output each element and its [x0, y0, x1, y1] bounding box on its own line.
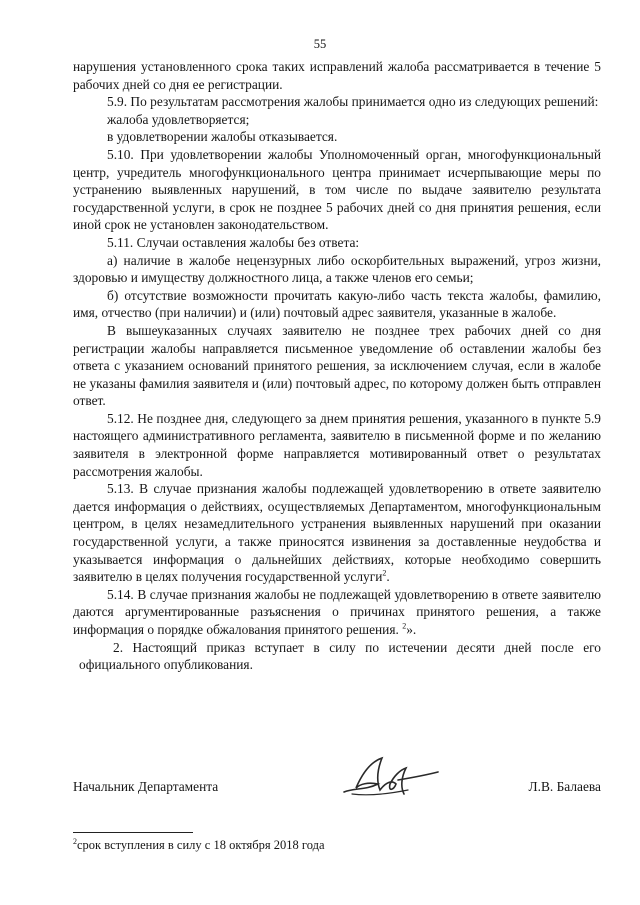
- footnote-ref: 2: [382, 568, 387, 578]
- decision-option-refused: в удовлетворении жалобы отказывается.: [107, 129, 338, 145]
- paragraph-5-13: [73, 480, 601, 586]
- paragraph-5-13-text: 5.13. В случае признания жалобы подлежащей удовлетворению в ответе заявителю дается информация о действиях, осуществляемых Департаментом, многофункциональным центром, в целях незамедлительного устранения выявленных нарушений при оказании государственной услуги, а также приносятся извинения за доставленные неудобства и указывается информация о дальнейших действиях, которые необходимо совершить заявителю в целях получения государственной услуги: [73, 481, 601, 585]
- paragraph-5-11: 5.11. Случаи оставления жалобы без ответа:: [107, 234, 360, 250]
- paragraph-continuation: нарушения установленного срока таких исправлений жалоба рассматривается в течение 5 рабочих дней со дня ее регистрации.: [73, 59, 601, 92]
- footnote-mark: 2: [73, 836, 77, 846]
- handwritten-signature: [338, 754, 448, 800]
- footnote: [73, 838, 325, 853]
- decision-option-granted: жалоба удовлетворяется;: [107, 111, 250, 127]
- paragraph-5-13-end: .: [386, 569, 390, 585]
- page-number: 55: [313, 37, 327, 51]
- footnote-text: срок вступления в силу с 18 октября 2018 года: [77, 838, 325, 852]
- paragraph-5-11-a: а) наличие в жалобе нецензурных либо оскорбительных выражений, угроз жизни, здоровью и имуществу должностного лица, а также членов его семьи;: [73, 252, 601, 286]
- paragraph-5-10: 5.10. При удовлетворении жалобы Уполномоченный орган, многофункциональный центр, учредитель многофункционального центра принимает исчерпывающие меры по устранению выявленных нарушений, в том числе по выдаче заявителю результата государственной услуги, в срок не позднее 5 рабочих дней со дня принятия решения, если иной срок не установлен законодательством.: [73, 146, 601, 233]
- paragraph-5-14-text: 5.14. В случае признания жалобы не подлежащей удовлетворению в ответе заявителю даются аргументированные разъяснения о причинах принятого решения, а также информация о порядке обжалования принятого решения.: [73, 586, 601, 637]
- signatory-title: Начальник Департамента: [73, 779, 219, 794]
- paragraph-5-12: 5.12. Не позднее дня, следующего за днем принятия решения, указанного в пункте 5.9 настоящего административного регламента, заявителю в письменной форме и по желанию заявителя в электронной форме направляется мотивированный ответ о результатах рассмотрения жалобы.: [73, 410, 601, 479]
- footnote-ref: 2: [402, 621, 407, 631]
- paragraph-order-2: 2. Настоящий приказ вступает в силу по истечении десяти дней после его официального опубликования.: [79, 639, 601, 673]
- paragraph-5-9: 5.9. По результатам рассмотрения жалобы принимается одно из следующих решений:: [107, 94, 599, 110]
- paragraph-no-answer-notice: В вышеуказанных случаях заявителю не позднее трех рабочих дней со дня регистрации жалобы направляется письменное уведомление об оставлении жалобы без ответа с указанием оснований принятого решения, за исключением случая, если в жалобе не указаны фамилия заявителя и (или) почтовый адрес, по которому должен быть отправлен ответ.: [73, 322, 601, 409]
- signatory-name: Л.В. Балаева: [528, 779, 601, 794]
- footnote-separator: [73, 832, 193, 833]
- document-body: [73, 58, 601, 674]
- paragraph-5-14-end: ».: [406, 622, 417, 637]
- paragraph-5-11-b: б) отсутствие возможности прочитать какую-либо часть текста жалобы, фамилию, имя, отчество (при наличии) и (или) почтовый адрес заявителя, указанные в жалобе.: [73, 287, 601, 321]
- paragraph-5-14: [73, 586, 601, 639]
- signature-block: [73, 770, 601, 806]
